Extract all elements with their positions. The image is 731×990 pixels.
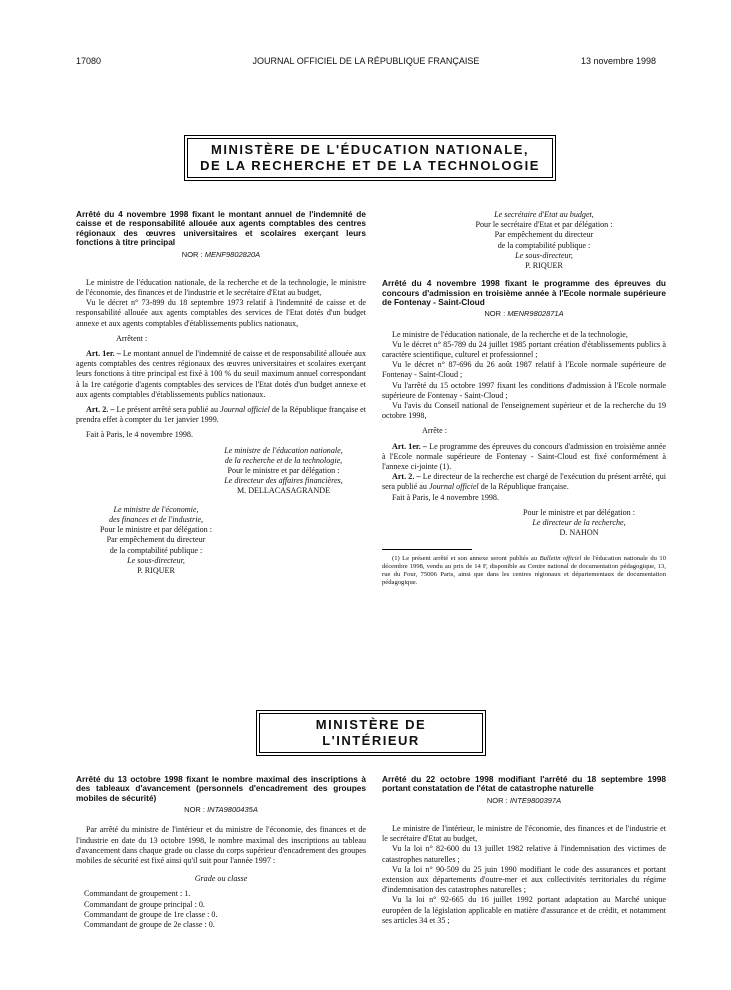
arrete-indemnite-section bbox=[76, 210, 366, 576]
arrete-tableaux-body: Par arrêté du ministre de l'intérieur et du ministre de l'économie, des finances et de l'industrie en date du 13 octobre 1998, le nombre maximal des inscriptions au tableau d'avancement dans chaque grade ou classe du corps supérieur d'encadrement des groupes mobiles de sécurité est fixé ainsi qu'il suit pour l'année 1997 : bbox=[76, 825, 366, 866]
article-2-text-b: de la République française et prendra effet à compter du 1er janvier 1999. bbox=[76, 405, 367, 425]
journal-title: JOURNAL OFFICIEL DE LA RÉPUBLIQUE FRANÇAISE bbox=[252, 56, 480, 66]
footnote-text-a: (1) Le présent arrêté et son annexe seront publiés au bbox=[392, 554, 538, 562]
arrete-programme-title: Arrêté du 4 novembre 1998 fixant le programme des épreuves du concours d'admission en troisième année à l'Ecole normale supérieure de Fontenay - Saint-Cloud bbox=[382, 278, 666, 308]
arrete-programme-nor bbox=[382, 309, 666, 319]
fait-a-paris: Fait à Paris, le 4 novembre 1998. bbox=[86, 430, 193, 440]
article-1-label: Art. 1er. – bbox=[86, 349, 121, 359]
signature-budget bbox=[422, 210, 666, 271]
arrete-indemnite-title: Arrêté du 4 novembre 1998 fixant le montant annuel de l'indemnité de caisse et de responsabilité allouée aux agents comptables des centres régionaux des œuvres universitaires et scolaires exerçant leurs fonctions à titre principal bbox=[76, 209, 366, 248]
sig-line: Le ministre de l'éducation nationale, bbox=[224, 445, 343, 455]
sig-line: Par empêchement du directeur bbox=[494, 230, 594, 240]
bulletin-officiel-ref: Bulletin officiel bbox=[539, 554, 582, 562]
sig-line: Le ministre de l'économie, bbox=[113, 504, 199, 514]
article-2-text-a: Le présent arrêté sera publié au bbox=[116, 405, 219, 415]
preamble: Le ministre de l'éducation nationale, de la recherche et de la technologie, le ministre de l'économie, des finances et de l'industrie et le secrétaire d'Etat au budget, bbox=[76, 277, 366, 298]
article-2 bbox=[76, 405, 366, 425]
arrete-catastrophe-nor bbox=[382, 796, 666, 806]
preamble: Le ministre de l'intérieur, le ministre de l'économie, des finances et de l'industrie et le secrétaire d'Etat au budget, bbox=[382, 824, 666, 844]
footnote-divider bbox=[382, 549, 472, 550]
journal-officiel-ref: Journal officiel bbox=[428, 482, 479, 492]
visa-paragraph: Vu la loi n° 82-600 du 13 juillet 1982 relative à l'indemnisation des victimes de catastrophes naturelles ; bbox=[382, 844, 666, 864]
article-2-label: Art. 2. – bbox=[392, 472, 421, 482]
sig-line: de la comptabilité publique : bbox=[497, 240, 591, 250]
visa-paragraph: Vu le décret n° 73-899 du 18 septembre 1973 relatif à l'indemnité de caisse et de responsabilité allouée aux agents comptables des services de l'Etat dotés d'un budget annexe et aux agents comptables d'établissements publics nationaux, bbox=[76, 298, 366, 328]
sig-line: Pour le ministre et par délégation : bbox=[523, 507, 635, 517]
nor-label: NOR : bbox=[181, 249, 203, 259]
footnote bbox=[382, 555, 666, 587]
signature-recherche bbox=[492, 508, 666, 539]
arrete-label: Arrête : bbox=[422, 426, 447, 436]
grade-item: Commandant de groupe principal : 0. bbox=[84, 899, 205, 909]
signatory-name: D. NAHON bbox=[559, 528, 599, 538]
article-1-text: Le programme des épreuves du concours d'admission en troisième année à l'Ecole normale supérieure de Fontenay - Saint-Cloud est fixé conformément à l'annexe ci-jointe (1). bbox=[382, 441, 666, 472]
arrete-tableaux-nor bbox=[76, 805, 366, 815]
arrete-tableaux-section bbox=[76, 775, 366, 930]
publication-date: 13 novembre 1998 bbox=[580, 56, 656, 66]
arrete-catastrophe-section bbox=[382, 775, 666, 926]
nor-code: INTA9800435A bbox=[207, 805, 258, 815]
ministry-interieur-title: MINISTÈRE DE L'INTÉRIEUR bbox=[315, 717, 427, 748]
sig-line: Pour le ministre et par délégation : bbox=[227, 466, 340, 476]
sig-line: Le secrétaire d'Etat au budget, bbox=[494, 210, 594, 219]
sig-line: Le sous-directeur, bbox=[127, 555, 185, 565]
arretent-label: Arrêtent : bbox=[116, 333, 148, 343]
fait-a-paris: Fait à Paris, le 4 novembre 1998. bbox=[392, 492, 499, 502]
signature-education bbox=[201, 446, 366, 497]
signature-economie bbox=[76, 505, 236, 576]
sig-line: Pour le secrétaire d'Etat et par délégation : bbox=[475, 220, 613, 230]
ministry-education-line1: MINISTÈRE DE L'ÉDUCATION NATIONALE, bbox=[211, 142, 529, 157]
article-1 bbox=[76, 349, 366, 400]
article-1-text: Le montant annuel de l'indemnité de caisse et de responsabilité allouée aux agents comptables des centres régionaux des œuvres universitaires et scolaires exerçant leurs fonctions à titre principal est fixé à 100 % du seuil maximum annuel correspondant à la 1re catégorie d'agents comptables des services de l'Etat dotés d'un budget annexe et aux agents comptables d'établissements publics nationaux. bbox=[76, 349, 367, 399]
signatory-name: P. RIQUER bbox=[525, 261, 563, 271]
article-2-text-b: de la République française. bbox=[480, 482, 569, 492]
nor-code: INTE9800397A bbox=[509, 795, 562, 805]
sig-line: Le directeur de la recherche, bbox=[532, 518, 626, 528]
sig-line: des finances et de l'industrie, bbox=[108, 514, 204, 524]
arrete-indemnite-nor bbox=[76, 250, 366, 260]
journal-officiel-ref: Journal officiel bbox=[220, 405, 270, 415]
arrete-catastrophe-title: Arrêté du 22 octobre 1998 modifiant l'arrêté du 18 septembre 1998 portant constatation de l'état de catastrophe naturelle bbox=[382, 774, 666, 794]
article-2-label: Art. 2. – bbox=[86, 405, 115, 415]
arrete-tableaux-title: Arrêté du 13 octobre 1998 fixant le nombre maximal des inscriptions à des tableaux d'avancement (personnels d'encadrement des groupes mobiles de sécurité) bbox=[76, 774, 366, 803]
nor-label: NOR : bbox=[484, 309, 506, 319]
nor-label: NOR : bbox=[184, 805, 205, 815]
footnote-text-b: de l'éducation nationale du 10 décembre 1998, vendu au prix de 14 F, disponible au Centre national de documentation pédagogique, 13, rue du Four, 75006 Paris, ainsi que dans les centres régionaux et départementaux de documentation pédagogique. bbox=[382, 554, 666, 586]
visa-paragraph: Vu le décret n° 85-789 du 24 juillet 1985 portant création d'établissements publics à caractère scientifique, culturel et professionnel ; bbox=[382, 339, 666, 360]
grade-item: Commandant de groupe de 2e classe : 0. bbox=[84, 920, 215, 930]
grade-item: Commandant de groupement : 1. bbox=[84, 889, 191, 899]
visa-paragraph: Vu l'arrêté du 15 octobre 1997 fixant les conditions d'admission à l'Ecole normale supérieure de Fontenay - Saint-Cloud ; bbox=[382, 380, 666, 400]
preamble: Le ministre de l'éducation nationale, de la recherche et de la technologie, bbox=[392, 329, 628, 339]
nor-code: MENF9802820A bbox=[204, 249, 261, 259]
article-2 bbox=[382, 472, 666, 492]
sig-line: Le directeur des affaires financières, bbox=[224, 476, 343, 486]
right-column-top bbox=[382, 210, 666, 587]
sig-line: de la recherche et de la technologie, bbox=[224, 455, 343, 465]
ministry-interieur-box bbox=[256, 710, 486, 756]
sig-line: Pour le ministre et par délégation : bbox=[100, 525, 212, 535]
page-number: 17080 bbox=[76, 56, 102, 66]
sig-line: Par empêchement du directeur bbox=[106, 535, 206, 545]
visa-paragraph: Vu le décret n° 87-696 du 26 août 1987 relatif à l'Ecole normale supérieure de Fontenay - Saint-Cloud ; bbox=[382, 360, 666, 380]
grade-header: Grade ou classe bbox=[194, 874, 248, 884]
sig-line: Le sous-directeur, bbox=[515, 250, 573, 260]
visa-paragraph: Vu l'avis du Conseil national de l'enseignement supérieur et de la recherche du 19 octobre 1998, bbox=[382, 401, 666, 421]
nor-code: MENR9802871A bbox=[507, 309, 564, 319]
visa-paragraph: Vu la loi n° 92-665 du 16 juillet 1992 portant adaptation au Marché unique européen de la législation applicable en matière d'assurance et de crédit, et notamment ses articles 34 et 35 ; bbox=[382, 895, 666, 925]
page-header bbox=[76, 56, 656, 70]
signatory-name: P. RIQUER bbox=[137, 565, 175, 575]
grade-item: Commandant de groupe de 1re classe : 0. bbox=[84, 909, 218, 919]
article-1 bbox=[382, 442, 666, 473]
article-2-text-a: Le directeur de la recherche est chargé de l'exécution du présent arrêté, qui sera publié au bbox=[382, 472, 666, 492]
ministry-education-line2: DE LA RECHERCHE ET DE LA TECHNOLOGIE bbox=[200, 158, 540, 173]
ministry-education-box bbox=[184, 135, 556, 181]
sig-line: de la comptabilité publique : bbox=[109, 545, 203, 555]
signatory-name: M. DELLACASAGRANDE bbox=[236, 486, 331, 496]
nor-label: NOR : bbox=[486, 795, 508, 805]
visa-paragraph: Vu la loi n° 90-509 du 25 juin 1990 modifiant le code des assurances et portant extension aux départements d'outre-mer et aux collectivités territoriales du régime d'indemnisation des catastrophes naturelles ; bbox=[382, 864, 666, 895]
article-1-label: Art. 1er. – bbox=[392, 441, 427, 451]
